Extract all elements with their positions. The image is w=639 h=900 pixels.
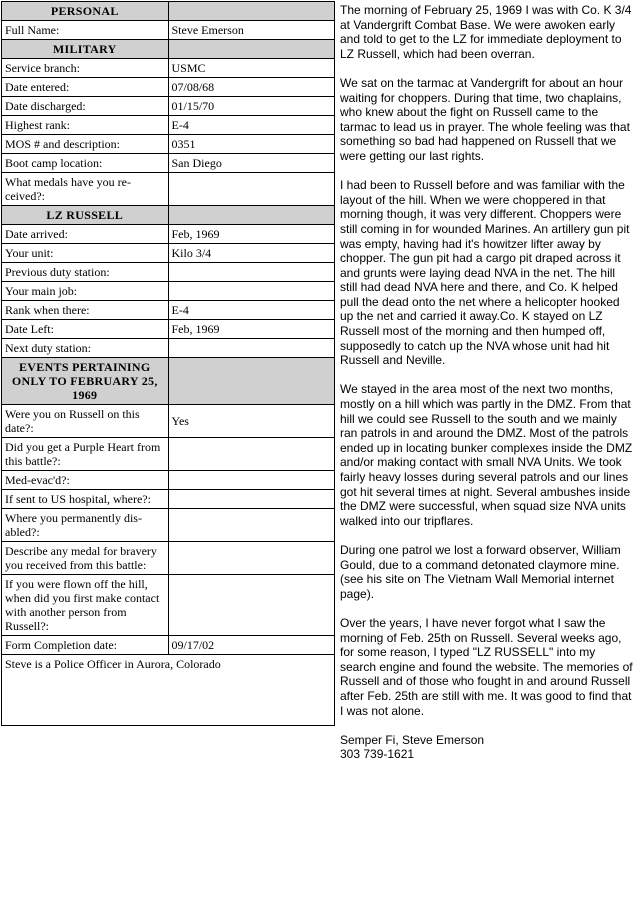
field-value: Feb, 1969 bbox=[168, 225, 335, 244]
note-row bbox=[2, 655, 335, 726]
field-label: Service branch: bbox=[2, 59, 169, 78]
field-label: Form Completion date: bbox=[2, 636, 169, 655]
section-title: MILITARY bbox=[2, 40, 169, 59]
field-label: If you were flown off the hill, when did you first make contact with another person from Russell?: bbox=[2, 575, 169, 636]
field-label: Boot camp location: bbox=[2, 154, 169, 173]
narrative-paragraph: Over the years, I have never forgot what I saw the morning of Feb. 25th on Russell. Several weeks ago, for some reason, I typed "LZ RUSSELL" into my search engine and found the website. The memories of Russell and of those who fought in and around Russell after Feb. 25th are still with me. It was good to find that I was not alone. bbox=[340, 615, 633, 718]
form-row bbox=[2, 78, 335, 97]
field-label: Did you get a Purple Heart from this battle?: bbox=[2, 438, 169, 471]
field-label: Full Name: bbox=[2, 21, 169, 40]
field-value bbox=[168, 263, 335, 282]
section-title: PERSONAL bbox=[2, 2, 169, 21]
field-value bbox=[168, 339, 335, 358]
form-row bbox=[2, 405, 335, 438]
veteran-form-table bbox=[1, 1, 335, 726]
field-label: Date arrived: bbox=[2, 225, 169, 244]
field-label: Date entered: bbox=[2, 78, 169, 97]
field-value: 07/08/68 bbox=[168, 78, 335, 97]
narrative-paragraph: I had been to Russell before and was familiar with the layout of the hill. When we were choppered in that morning though, it was very different. Choppers were still coming in for wounded Marines. An artillery gun pit was empty, having had it's howitzer lifter away by chopper. The gun pit had a cargo pit draped across it and grunts were laying dead NVA in the net. The hill still had dead NVA here and there, and Co. K helped pull the dead onto the net where a helicopter hooked up the net and carried it away.Co. K stayed on LZ Russell most of the morning and then humped off, supposedly to catch up the NVA whose unit had hit Russell and Neville. bbox=[340, 178, 630, 368]
form-row bbox=[2, 301, 335, 320]
field-value: 09/17/02 bbox=[168, 636, 335, 655]
section-title: LZ RUSSELL bbox=[2, 206, 169, 225]
field-value bbox=[168, 438, 335, 471]
field-label: Date discharged: bbox=[2, 97, 169, 116]
field-value: USMC bbox=[168, 59, 335, 78]
note-text: Steve is a Police Officer in Aurora, Colorado bbox=[2, 655, 335, 726]
field-value: Kilo 3/4 bbox=[168, 244, 335, 263]
form-row bbox=[2, 173, 335, 206]
field-label: MOS # and description: bbox=[2, 135, 169, 154]
narrative-paragraph: We stayed in the area most of the next two months, mostly on a hill which was partly in the DMZ. From that hill we could see Russell to the south and we mainly ran patrols in and around the DMZ. Most of the patrols ended up in locating bunker complexes inside the DMZ and/or making contact with small NVA Units. We took fairly heavy losses during several patrols and our lines got hit several times at night. Several ambushes inside the DMZ were successful, when squad size NVA units walked into our tripflares. bbox=[340, 382, 633, 528]
field-label: Your main job: bbox=[2, 282, 169, 301]
field-value bbox=[168, 509, 335, 542]
form-row bbox=[2, 575, 335, 636]
form-row bbox=[2, 21, 335, 40]
field-label: Where you permanently dis-abled?: bbox=[2, 509, 169, 542]
section-header-blank bbox=[168, 40, 335, 59]
form-body bbox=[2, 2, 335, 726]
field-value bbox=[168, 575, 335, 636]
form-row bbox=[2, 509, 335, 542]
field-label: Med-evac'd?: bbox=[2, 471, 169, 490]
field-value bbox=[168, 282, 335, 301]
form-row bbox=[2, 471, 335, 490]
form-row bbox=[2, 225, 335, 244]
section-title: EVENTS PERTAINING ONLY TO FEBRUARY 25, 1969 bbox=[2, 358, 169, 405]
field-label: What medals have you re-ceived?: bbox=[2, 173, 169, 206]
form-row bbox=[2, 438, 335, 471]
field-value: Yes bbox=[168, 405, 335, 438]
form-row bbox=[2, 59, 335, 78]
narrative-paragraph: We sat on the tarmac at Vandergrift for about an hour waiting for choppers. During that time, two chaplains, who knew about the fight on Russell came to the tarmac to lead us in prayer. The whole feeling was that something so bad had happened on Russell that we were getting our last rights. bbox=[340, 75, 630, 163]
section-header-personal bbox=[2, 2, 335, 21]
field-label: Were you on Russell on this date?: bbox=[2, 405, 169, 438]
form-row bbox=[2, 154, 335, 173]
narrative-paragraph: The morning of February 25, 1969 I was with Co. K 3/4 at Vandergrift Combat Base. We were awoken early and told to get to the LZ for immediate deployment to LZ Russell, which had been overran. bbox=[340, 3, 632, 61]
field-label: Date Left: bbox=[2, 320, 169, 339]
form-row bbox=[2, 282, 335, 301]
form-row bbox=[2, 490, 335, 509]
field-value: Steve Emerson bbox=[168, 21, 335, 40]
section-header-events bbox=[2, 358, 335, 405]
field-label: Next duty station: bbox=[2, 339, 169, 358]
field-value: E-4 bbox=[168, 116, 335, 135]
field-value: Feb, 1969 bbox=[168, 320, 335, 339]
field-label: Rank when there: bbox=[2, 301, 169, 320]
section-header-blank bbox=[168, 206, 335, 225]
section-header-military bbox=[2, 40, 335, 59]
form-row bbox=[2, 97, 335, 116]
field-label: Your unit: bbox=[2, 244, 169, 263]
field-value bbox=[168, 173, 335, 206]
field-value: E-4 bbox=[168, 301, 335, 320]
field-value: 0351 bbox=[168, 135, 335, 154]
form-row bbox=[2, 320, 335, 339]
form-row bbox=[2, 542, 335, 575]
form-row bbox=[2, 263, 335, 282]
field-label: Describe any medal for bravery you received from this battle: bbox=[2, 542, 169, 575]
signature-paragraph: Semper Fi, Steve Emerson 303 739-1621 bbox=[340, 732, 485, 762]
section-header-lz-russell bbox=[2, 206, 335, 225]
field-label: Previous duty station: bbox=[2, 263, 169, 282]
field-value: San Diego bbox=[168, 154, 335, 173]
field-value: 01/15/70 bbox=[168, 97, 335, 116]
field-label: Highest rank: bbox=[2, 116, 169, 135]
section-header-blank bbox=[168, 2, 335, 21]
narrative-paragraph: During one patrol we lost a forward observer, William Gould, due to a command detonated claymore mine. (see his site on The Vietnam Wall Memorial internet page). bbox=[340, 542, 621, 601]
form-row bbox=[2, 636, 335, 655]
field-label: If sent to US hospital, where?: bbox=[2, 490, 169, 509]
field-value bbox=[168, 471, 335, 490]
section-header-blank bbox=[168, 358, 335, 405]
narrative-text bbox=[340, 3, 634, 776]
form-row bbox=[2, 135, 335, 154]
field-value bbox=[168, 542, 335, 575]
form-row bbox=[2, 339, 335, 358]
field-value bbox=[168, 490, 335, 509]
form-row bbox=[2, 244, 335, 263]
form-row bbox=[2, 116, 335, 135]
